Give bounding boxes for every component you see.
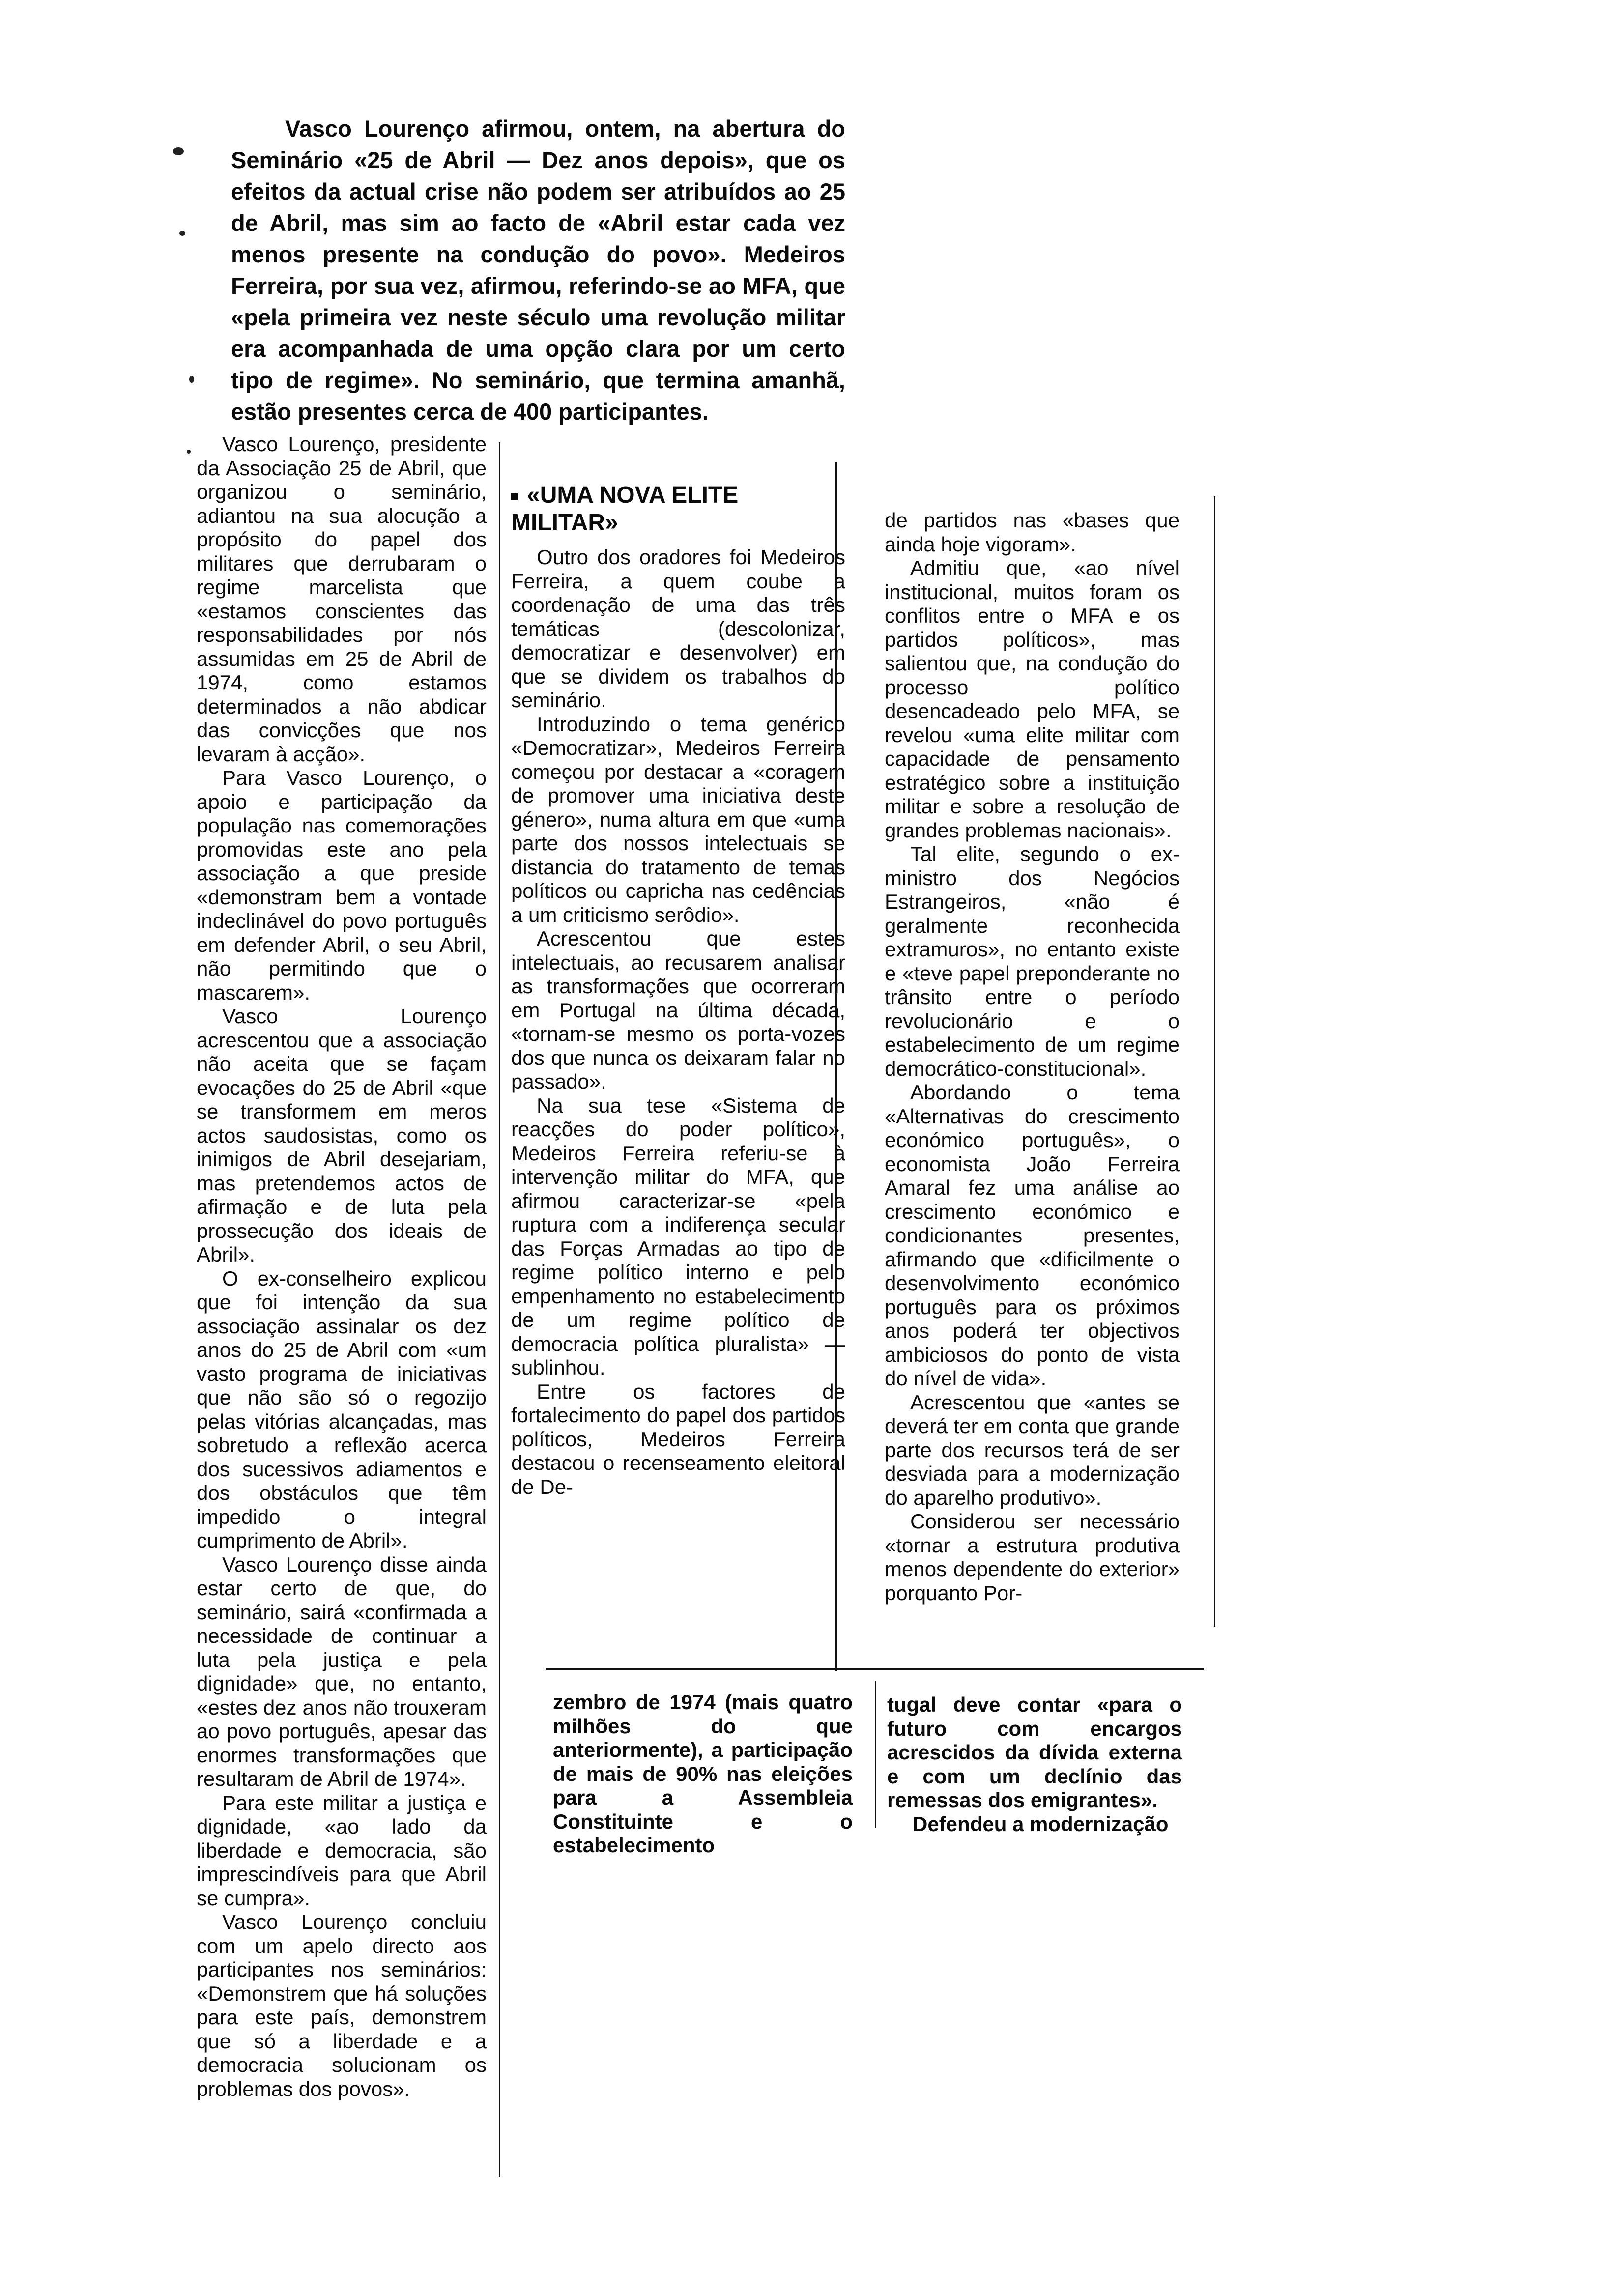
col1-paragraph: O ex-conselheiro explicou que foi intenção da sua associação assinalar os dez anos do 25 de Abril com «um vasto programa de iniciativas que não são só o regozijo pelas vitórias alcançadas, mas sobretudo a reflexão acerca dos sucessivos adiamentos e dos obstáculos que têm impedido o integral cumprimento de Abril». [197,1266,487,1552]
col1-paragraph: Para Vasco Lourenço, o apoio e participação da população nas comemorações promovidas este ano pela associação a que preside «demonstram bem a vontade indeclinável do povo português em defender Abril, o seu Abril, não permitindo que o mascarem». [197,766,487,1004]
column-rule-1 [499,442,500,2177]
col3-paragraph: Abordando o tema «Alternativas do crescimento económico português», o economista João Ferreira Amaral fez uma análise ao crescimento económico e condicionantes presentes, afirmando que «dificilmente o desenvolvimento económico português para os próximos anos poderá ter objectivos ambiciosos do ponto de vista do nível de vida». [885,1081,1180,1390]
col3-paragraph: Admitiu que, «ao nível institucional, muitos foram os conflitos entre o MFA e os partidos políticos», mas salientou que, na condução do processo político desencadeado pelo MFA, se revelou «uma elite militar com capacidade de pensamento estratégico sobre a instituição militar e sobre a resolução de grandes problemas nacionais». [885,556,1180,842]
col3-paragraph: Considerou ser necessário «tornar a estrutura produtiva menos dependente do exterior» porquanto Por- [885,1510,1180,1605]
column-3-top [885,509,1180,1605]
col1-paragraph: Vasco Lourenço acrescentou que a associação não aceita que se façam evocações do 25 de Abril «que se transformem em meros actos saudosistas, como os inimigos de Abril desejariam, mas pretendemos actos de afirmação e de luta pela prossecução dos ideais de Abril». [197,1004,487,1266]
col3b-paragraph: tugal deve contar «para o futuro com encargos acrescidos da dívida externa e com um declínio das remessas dos emigrantes». [887,1693,1182,1811]
col2-paragraph: Acrescentou que estes intelectuais, ao recusarem analisar as transformações que ocorreram em Portugal na última década, «tornam-se mesmo os porta-vozes dos que nunca os deixaram falar no passado». [511,927,845,1093]
column-3-bottom [887,1693,1182,1836]
col3b-paragraph: Defendeu a modernização [913,1812,1169,1836]
col1-paragraph: Vasco Lourenço concluiu com um apelo directo aos participantes nos seminários: «Demonstrem que há soluções para este país, demonstrem que só a liberdade e a democracia solucionam os problemas dos povos». [197,1910,487,2100]
column-rule-3 [1214,496,1215,1627]
bullet-square-icon [511,493,518,500]
col2-paragraph: Entre os factores de fortalecimento do papel dos partidos políticos, Medeiros Ferreira destacou o recenseamento eleitoral de De- [511,1379,845,1498]
col1-paragraph: Vasco Lourenço disse ainda estar certo de que, do seminário, sairá «confirmada a necessidade de continuar a luta pela justiça e pela dignidade» que, no entanto, «estes dez anos não trouxeram ao povo português, apesar das enormes transformações que resultaram de Abril de 1974». [197,1552,487,1790]
column-1 [197,432,487,2101]
col2-paragraph: Introduzindo o tema genérico «Democratizar», Medeiros Ferreira começou por destacar a «coragem de promover uma iniciativa deste género», numa altura em que «uma parte dos nossos intelectuais se distancia do tratamento de temas políticos ou capricha nas cedências a um criticismo serôdio». [511,712,845,926]
col2-paragraph: Na sua tese «Sistema de reacções do poder político», Medeiros Ferreira referiu-se à intervenção militar do MFA, que afirmou caracterizar-se «pela ruptura com a indiferença secular das Forças Armadas ao tipo de regime político interno e pelo empenhamento no estabelecimento de um regime político de democracia política pluralista» — sublinhou. [511,1093,845,1379]
scan-speck [179,231,185,236]
col1-paragraph: Vasco Lourenço, presidente da Associação 25 de Abril, que organizou o seminário, adiantou na sua alocução a propósito do papel dos militares que derrubaram o regime marcelista que «estamos conscientes das responsabilidades por nós assumidas em 25 de Abril de 1974, como estamos determinados a não abdicar das convicções que nos levaram à acção». [197,432,487,766]
col3-paragraph: Acrescentou que «antes se deverá ter em conta que grande parte dos recursos terá de ser desviada para a modernização do aparelho produtivo». [885,1390,1180,1509]
col3-paragraph: de partidos nas «bases que ainda hoje vigoram». [885,509,1180,556]
section-rule [546,1668,1204,1670]
column-2-top [511,545,845,1499]
subheading [511,482,816,537]
column-rule-4 [875,1681,876,1828]
lead-paragraph: Vasco Lourenço afirmou, ontem, na abertura do Seminário «25 de Abril — Dez anos depois», que os efeitos da actual crise não podem ser atribuídos ao 25 de Abril, mas sim ao facto de «Abril estar cada vez menos presente na condução do povo». Medeiros Ferreira, por sua vez, afirmou, referindo-se ao MFA, que «pela primeira vez neste século uma revolução militar era acompanhada de uma opção clara por um certo tipo de regime». No seminário, que termina amanhã, estão presentes cerca de 400 participantes. [231,115,845,425]
col2b-paragraph: zembro de 1974 (mais quatro milhões do que anteriormente), a participação de mais de 90% nas eleições para a Assembleia Constituinte e o estabelecimento [553,1691,853,1857]
col3-paragraph: Tal elite, segundo o ex-ministro dos Negócios Estrangeiros, «não é geralmente reconhecida extramuros», no entanto existe e «teve papel preponderante no trânsito entre o período revolucionário e o estabelecimento de um regime democrático-constitucional». [885,842,1180,1080]
subheading-text: «UMA NOVA ELITE MILITAR» [511,482,739,536]
scan-speck [189,376,194,383]
scan-speck [173,147,184,155]
scan-speck [187,450,191,454]
col1-paragraph: Para este militar a justiça e dignidade, «ao lado da liberdade e democracia, são imprescindíveis para que Abril se cumpra». [197,1791,487,1910]
col2-paragraph: Outro dos oradores foi Medeiros Ferreira, a quem coube a coordenação de uma das três temáticas (descolonizar, democratizar e desenvolver) em que se dividem os trabalhos do seminário. [511,545,845,712]
column-2-bottom [553,1691,853,1858]
